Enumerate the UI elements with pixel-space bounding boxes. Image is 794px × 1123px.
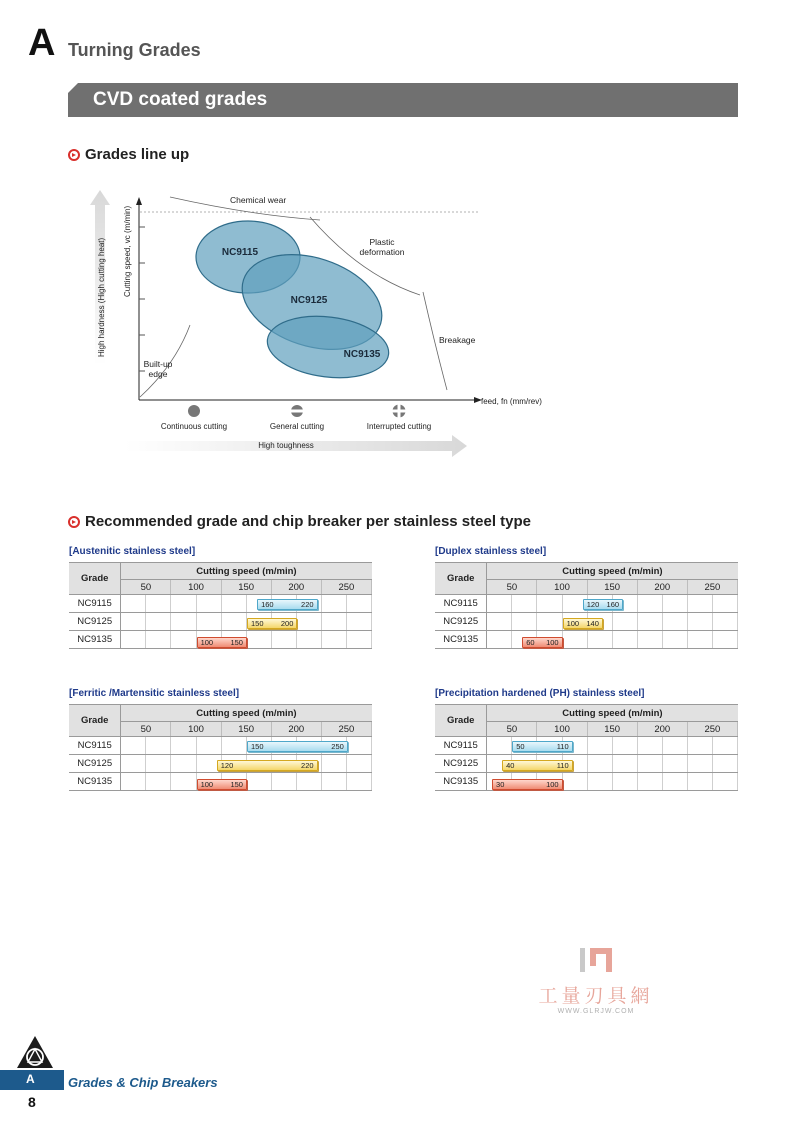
bar-max-label: 150: [230, 780, 243, 789]
bar-max-label: 250: [331, 742, 344, 751]
speed-tick: 50: [487, 580, 537, 595]
nc9115-label: NC9115: [221, 247, 259, 258]
bar-max-label: 110: [556, 761, 569, 770]
speed-tick: 50: [487, 722, 537, 737]
table-title: [Austenitic stainless steel]: [69, 546, 196, 557]
page-number: 8: [28, 1094, 36, 1110]
grade-name: NC9115: [435, 595, 487, 613]
y-axis-inner-label: Cutting speed, vc (m/min): [123, 205, 132, 297]
recommend-heading: [68, 513, 531, 530]
grade-header: Grade: [435, 705, 487, 737]
speed-tick: 150: [587, 580, 637, 595]
x-axis-label: feed, fn (mm/rev): [481, 397, 542, 406]
speed-range-bar: [522, 637, 562, 648]
speed-range-bar: [247, 741, 348, 752]
chemical-wear-label: Chemical wear: [230, 195, 287, 205]
speed-range-bar: [197, 637, 247, 648]
speed-tick: 200: [271, 722, 321, 737]
grade-name: NC9115: [69, 595, 121, 613]
bar-max-label: 200: [280, 619, 294, 628]
bar-min-label: 150: [251, 742, 264, 751]
company-logo-icon: [16, 1035, 54, 1069]
speed-tick: 50: [121, 580, 171, 595]
bar-max-label: 150: [230, 638, 243, 647]
y-axis-outer-label: High hardness (High cutting heat): [97, 237, 106, 357]
grade-name: NC9125: [435, 755, 487, 773]
grade-name: NC9135: [435, 773, 487, 791]
speed-tick: 100: [537, 722, 587, 737]
cutting-speed-header: Cutting speed (m/min): [487, 705, 738, 722]
speed-tick: 100: [171, 580, 221, 595]
grade-header: Grade: [69, 563, 121, 595]
x-axis-outer-label: High toughness: [258, 441, 314, 450]
speed-range-bar: [563, 618, 603, 629]
speed-tick: 150: [221, 722, 271, 737]
speed-range-bar: [257, 599, 317, 610]
watermark-logo-icon: [576, 946, 616, 976]
speed-range-bar: [583, 599, 623, 610]
speed-tick: 250: [687, 722, 737, 737]
arrow-bullet-icon: [68, 516, 80, 528]
grade-name: NC9125: [435, 613, 487, 631]
plastic-label-2: deformation: [359, 247, 405, 257]
grade-header: Grade: [435, 563, 487, 595]
grade-name: NC9125: [69, 613, 121, 631]
plastic-label-1: Plastic: [369, 237, 395, 247]
section-title: Turning Grades: [68, 40, 201, 60]
table-row: [435, 755, 738, 773]
builtup-label-2: edge: [148, 369, 168, 379]
general-cutting-label: General cutting: [269, 422, 325, 431]
table-row: [435, 737, 738, 755]
bar-min-label: 150: [251, 619, 264, 628]
nc9125-label: NC9125: [290, 295, 328, 306]
speed-tick: 200: [637, 722, 687, 737]
interrupted-cutting-label: Interrupted cutting: [366, 422, 432, 431]
recommend-heading-text: Recommended grade and chip breaker per stainless steel type: [85, 513, 532, 530]
bar-min-label: 100: [200, 638, 214, 647]
speed-range-bar: [492, 779, 563, 790]
cutting-speed-header: Cutting speed (m/min): [487, 563, 738, 580]
bar-min-label: 50: [516, 742, 525, 751]
speed-table: [435, 704, 738, 791]
bar-min-label: 120: [586, 600, 600, 609]
bar-max-label: 220: [301, 600, 314, 609]
bar-max-label: 110: [556, 742, 569, 751]
speed-tick: 100: [171, 722, 221, 737]
table-row: [435, 773, 738, 791]
speed-tick: 50: [121, 722, 171, 737]
bar-max-label: 160: [606, 600, 620, 609]
speed-tick: 150: [221, 580, 271, 595]
table-title: [Duplex stainless steel]: [435, 546, 547, 557]
cutting-speed-header: Cutting speed (m/min): [121, 705, 372, 722]
speed-tick: 200: [271, 580, 321, 595]
bar-min-label: 100: [200, 780, 214, 789]
bar-max-label: 100: [546, 780, 559, 789]
grade-header: Grade: [69, 705, 121, 737]
table-title: [Precipitation hardened (PH) stainless steel]: [435, 688, 645, 699]
lineup-heading: [68, 146, 189, 163]
cutting-speed-header: Cutting speed (m/min): [121, 563, 372, 580]
band-title: CVD coated grades: [93, 89, 268, 110]
speed-range-bar: [247, 618, 297, 629]
bar-max-label: 220: [301, 761, 314, 770]
grade-name: NC9125: [69, 755, 121, 773]
speed-range-bar: [502, 760, 573, 771]
footer-title: Grades & Chip Breakers: [68, 1075, 218, 1090]
breakage-label: Breakage: [439, 335, 476, 345]
continuous-cutting-icon: [188, 405, 200, 417]
bar-max-label: 100: [546, 638, 559, 647]
speed-tick: 250: [321, 580, 371, 595]
grade-name: NC9135: [435, 631, 487, 649]
watermark: [526, 946, 666, 1015]
grade-name: NC9135: [69, 631, 121, 649]
table-row: [69, 613, 372, 631]
bar-max-label: 140: [586, 619, 599, 628]
builtup-label-1: Built-up: [143, 359, 173, 369]
speed-tick: 200: [637, 580, 687, 595]
speed-range-bar: [217, 760, 318, 771]
arrow-bullet-icon: [68, 149, 80, 161]
speed-table: [69, 562, 372, 649]
speed-tick: 250: [321, 722, 371, 737]
speed-range-bar: [197, 779, 247, 790]
table-row: [435, 631, 738, 649]
bar-min-label: 60: [526, 638, 535, 647]
grade-name: NC9115: [435, 737, 487, 755]
speed-range-bar: [512, 741, 572, 752]
grades-lineup-diagram: [90, 185, 560, 460]
grade-name: NC9135: [69, 773, 121, 791]
footer-tab-letter: A: [26, 1072, 35, 1086]
speed-tick: 150: [587, 722, 637, 737]
bar-min-label: 30: [496, 780, 505, 789]
general-cutting-icon: [290, 405, 304, 417]
bar-min-label: 160: [261, 600, 274, 609]
bar-min-label: 120: [220, 761, 234, 770]
table-title: [Ferritic /Martensitic stainless steel]: [69, 688, 240, 699]
grade-name: NC9115: [69, 737, 121, 755]
table-row: [69, 595, 372, 613]
lineup-heading-text: Grades line up: [85, 146, 190, 163]
bar-min-label: 40: [506, 761, 515, 770]
y-axis-arrowhead: [136, 197, 142, 205]
watermark-cn: 工量刃具網: [538, 985, 654, 1007]
section-band: [68, 83, 738, 117]
speed-tick: 250: [687, 580, 737, 595]
watermark-url: WWW.GLRJW.COM: [557, 1008, 635, 1015]
interrupted-cutting-icon: [392, 404, 406, 418]
section-letter: A: [28, 22, 56, 64]
continuous-cutting-label: Continuous cutting: [160, 422, 228, 431]
nc9135-label: NC9135: [343, 349, 381, 360]
bar-min-label: 100: [566, 619, 580, 628]
speed-tick: 100: [537, 580, 587, 595]
